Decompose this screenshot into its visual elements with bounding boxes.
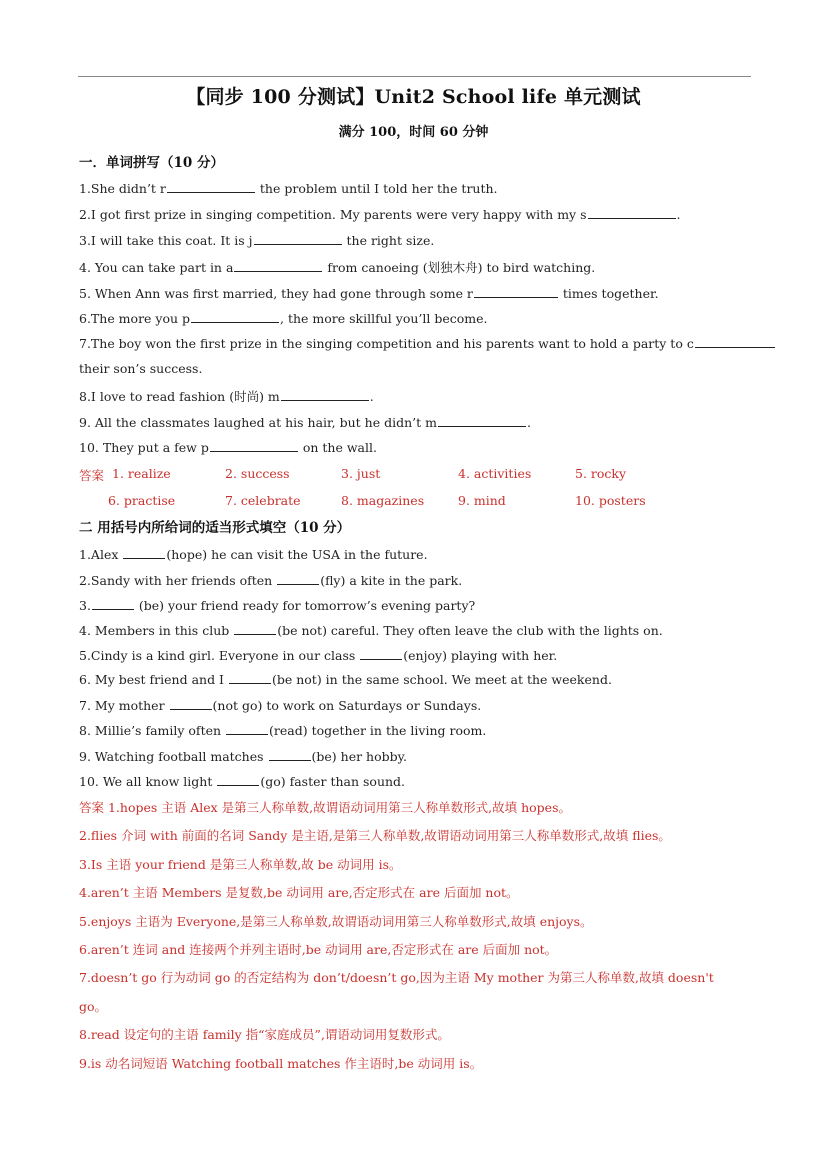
explanation-1: 答案 1.hopes 主语 Alex 是第三人称单数,故谓语动词用第三人称单数形式,故填 hopes。 <box>79 800 571 815</box>
question-text: 9. All the classmates laughed at his hair, but he didn’t m <box>79 415 437 430</box>
question-text: (be) your friend ready for tomorrow’s evening party? <box>134 598 476 613</box>
page-subtitle: 满分 100，时间 60 分钟 <box>338 125 489 140</box>
answer-blank <box>277 572 319 585</box>
section2-heading: 二 用括号内所给词的适当形式填空（10 分） <box>79 520 351 536</box>
question-1-3 <box>79 232 751 248</box>
explanation-4: 4.aren’t 主语 Members 是复数,be 动词用 are,否定形式在 are 后面加 not。 <box>79 885 519 900</box>
question-text: times together. <box>558 286 659 301</box>
question-1-10 <box>79 439 751 455</box>
question-1-8 <box>79 387 751 405</box>
question-2-1 <box>79 546 751 562</box>
question-text: the problem until I told her the truth. <box>255 181 498 196</box>
question-2-6 <box>79 671 751 687</box>
question-text: 5.Cindy is a kind girl. Everyone in our class <box>79 648 360 663</box>
question-text: (be not) in the same school. We meet at the weekend. <box>271 672 612 687</box>
question-text: 6.The more you p <box>79 311 191 326</box>
question-text: 4. Members in this club <box>79 623 234 638</box>
answer-blank <box>474 285 558 298</box>
question-text: (hope) he can visit the USA in the future. <box>166 547 428 562</box>
question-text: 1.Alex <box>79 547 123 562</box>
question-2-10 <box>79 773 751 789</box>
answer-blank <box>92 597 134 610</box>
question-text: (enjoy) playing with her. <box>403 648 558 663</box>
explanation-8: 8.read 设定句的主语 family 指“家庭成员”,谓语动词用复数形式。 <box>79 1027 450 1042</box>
question-text: 2.I got first prize in singing competition. My parents were very happy with my s <box>79 207 587 222</box>
answer-blank <box>167 180 255 193</box>
question-1-5 <box>79 285 751 301</box>
section1-heading: 一．单词拼写（10 分） <box>79 155 224 171</box>
answer-blank <box>695 335 775 348</box>
explanation-6: 6.aren’t 连词 and 连接两个并列主语时,be 动词用 are,否定形式在 are 后面加 not。 <box>79 942 558 957</box>
answer-blank <box>588 206 676 219</box>
explanation-9: 9.is 动名词短语 Watching football matches 作主语时,be 动词用 is。 <box>79 1056 483 1071</box>
header-rule <box>78 76 751 77</box>
question-text: (fly) a kite in the park. <box>320 573 463 588</box>
question-text: 9. Watching football matches <box>79 749 268 764</box>
page-title: 【同步 100 分测试】Unit2 School life 单元测试 <box>186 86 641 108</box>
question-text: (not go) to work on Saturdays or Sundays. <box>212 698 482 713</box>
question-text: 10. They put a few p <box>79 440 209 455</box>
explanation-2: 2.flies 介词 with 前面的名词 Sandy 是主语,是第三人称单数,故谓语动词用第三人称单数形式,故填 flies。 <box>79 828 671 843</box>
answer-blank <box>269 748 311 761</box>
question-text: . <box>369 389 374 404</box>
question-1-7-continued <box>79 361 751 376</box>
explanation-7-continued: go。 <box>79 999 108 1014</box>
question-text: 5. When Ann was first married, they had gone through some r <box>79 286 473 301</box>
explanation-3: 3.Is 主语 your friend 是第三人称单数,故 be 动词用 is。 <box>79 857 402 872</box>
answer-blank <box>281 388 369 401</box>
question-2-3 <box>79 597 751 613</box>
question-1-6 <box>79 310 751 326</box>
question-1-9 <box>79 414 751 430</box>
answer-item: 7. celebrate <box>225 493 301 508</box>
answer-item: 4. activities <box>458 466 532 481</box>
answer-blank <box>234 259 322 272</box>
question-text: . <box>676 207 681 222</box>
answer-blank <box>229 671 271 684</box>
answer-item: 8. magazines <box>341 493 425 508</box>
question-text: from canoeing (划独木舟) to bird watching. <box>323 260 596 275</box>
answer-blank <box>210 439 298 452</box>
question-1-1 <box>79 180 751 196</box>
answer-blank <box>191 310 279 323</box>
answer-item: 2. success <box>225 466 290 481</box>
answer-blank <box>438 414 526 427</box>
answer-blank <box>234 622 276 635</box>
question-text: 7.The boy won the first prize in the singing competition and his parents want to hold a party to c <box>79 336 694 351</box>
question-1-2 <box>79 206 751 222</box>
answer-item: 3. just <box>341 466 381 481</box>
question-text: (be not) careful. They often leave the club with the lights on. <box>277 623 663 638</box>
question-text: the right size. <box>342 233 435 248</box>
question-2-2 <box>79 572 751 588</box>
explanation-7: 7.doesn’t go 行为动词 go 的否定结构为 don’t/doesn’t go,因为主语 My mother 为第三人称单数,故填 doesn't <box>79 970 714 985</box>
question-text: (read) together in the living room. <box>269 723 487 738</box>
answer-item: 10. posters <box>575 493 646 508</box>
answer-blank <box>123 546 165 559</box>
answer-item: 9. mind <box>458 493 506 508</box>
question-text: 2.Sandy with her friends often <box>79 573 277 588</box>
question-text: 4. You can take part in a <box>79 260 234 275</box>
answer-blank <box>226 722 268 735</box>
question-2-7 <box>79 697 751 713</box>
question-text: (go) faster than sound. <box>260 774 406 789</box>
question-text: 3. <box>79 598 91 613</box>
question-text: 8. Millie’s family often <box>79 723 226 738</box>
answer-item: 1. realize <box>112 466 171 481</box>
question-text: on the wall. <box>298 440 377 455</box>
question-1-7 <box>79 335 751 351</box>
question-2-4 <box>79 622 751 638</box>
question-text: (be) her hobby. <box>311 749 407 764</box>
question-text: 3.I will take this coat. It is j <box>79 233 253 248</box>
explanation-5: 5.enjoys 主语为 Everyone,是第三人称单数,故谓语动词用第三人称单数形式,故填 enjoys。 <box>79 914 593 929</box>
question-text: 10. We all know light <box>79 774 217 789</box>
question-text: 8.I love to read fashion (时尚) m <box>79 389 280 404</box>
question-2-5 <box>79 647 751 663</box>
answer-blank <box>217 773 259 786</box>
question-text: . <box>526 415 531 430</box>
question-2-8 <box>79 722 751 738</box>
answer-item: 6. practise <box>108 493 176 508</box>
answer-label: 答案 <box>79 468 105 483</box>
answer-blank <box>360 647 402 660</box>
question-text: 1.She didn’t r <box>79 181 166 196</box>
question-text: 7. My mother <box>79 698 169 713</box>
question-text: , the more skillful you’ll become. <box>280 311 488 326</box>
question-1-4 <box>79 258 751 276</box>
answer-item: 5. rocky <box>575 466 627 481</box>
answer-blank <box>254 232 342 245</box>
question-text: their son’s success. <box>79 361 203 376</box>
answer-blank <box>170 697 212 710</box>
question-text: 6. My best friend and I <box>79 672 228 687</box>
question-2-9 <box>79 748 751 764</box>
